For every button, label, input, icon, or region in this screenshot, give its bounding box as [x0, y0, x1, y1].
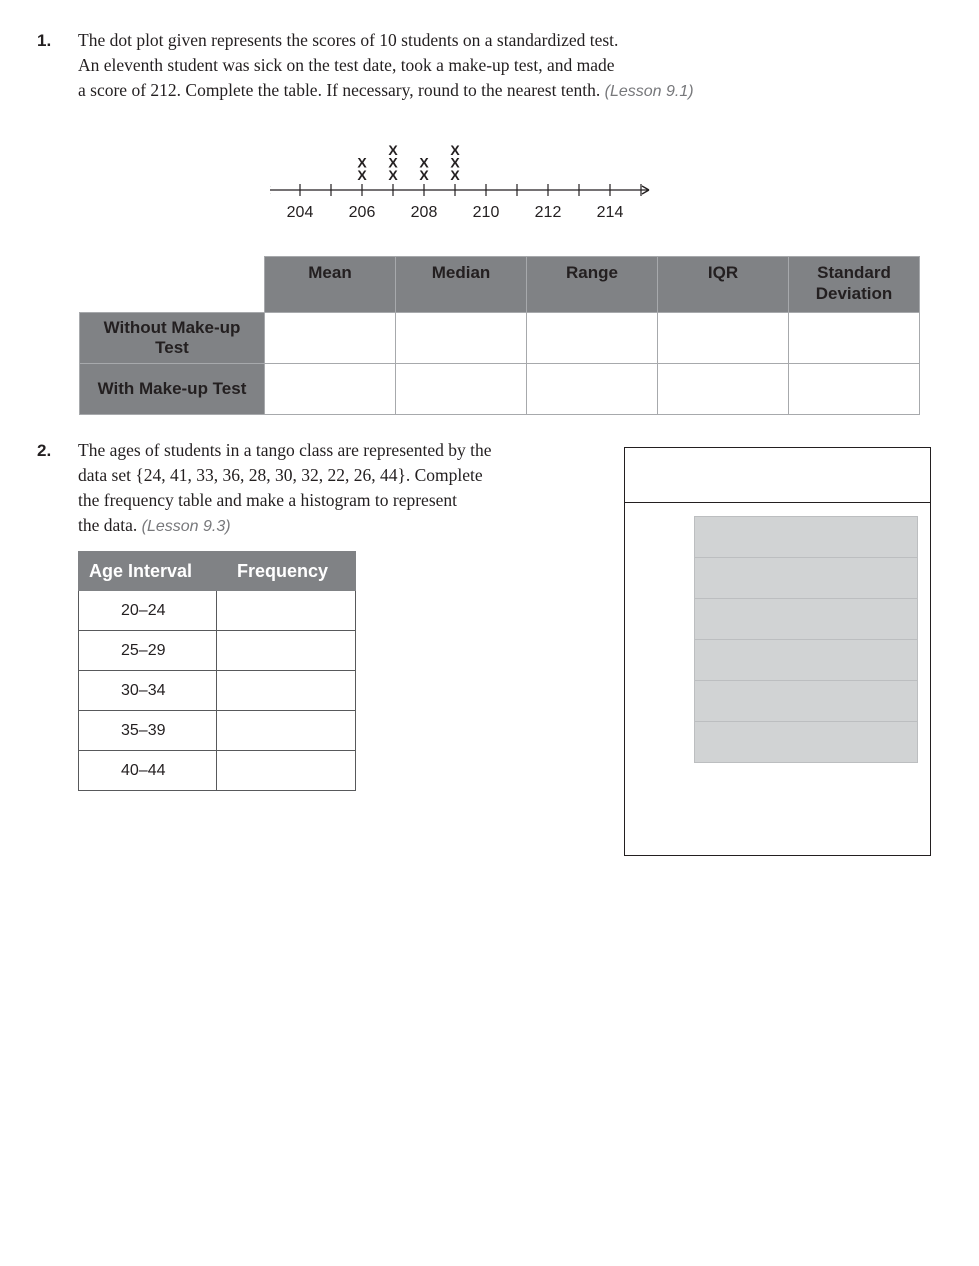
histogram-gridline: [695, 639, 917, 640]
row-header-without-makeup: Without Make-up Test: [80, 313, 265, 364]
age-interval-cell: 35–39: [79, 711, 217, 751]
frequency-table: [78, 551, 356, 791]
frequency-row: [79, 631, 356, 671]
frequency-answer-cell[interactable]: [217, 711, 356, 751]
statistics-row-without: [80, 313, 920, 364]
question-1-line-2: An eleventh student was sick on the test date, took a make-up test, and made: [78, 55, 615, 75]
question-1-line-1: The dot plot given represents the scores of 10 students on a standardized test.: [78, 30, 619, 50]
answer-cell-with-iqr[interactable]: [658, 364, 789, 415]
dot-plot-mark: X: [388, 154, 398, 171]
frequency-row: [79, 671, 356, 711]
column-header-median: Median: [396, 257, 527, 313]
statistics-header-row: [80, 257, 920, 313]
dot-plot-mark: X: [419, 154, 429, 171]
question-2-lesson: (Lesson 9.3): [141, 518, 231, 535]
answer-cell-with-mean[interactable]: [265, 364, 396, 415]
column-header-age-interval: Age Interval: [79, 552, 217, 591]
histogram-gridline: [695, 680, 917, 681]
age-interval-cell: 25–29: [79, 631, 217, 671]
axis-tick-label: 210: [472, 204, 500, 221]
column-header-mean: Mean: [265, 257, 396, 313]
question-1-line-3: [78, 80, 694, 101]
histogram-answer-frame: [624, 447, 931, 856]
frequency-row: [79, 591, 356, 631]
age-interval-cell: 40–44: [79, 751, 217, 791]
frequency-header-row: [79, 552, 356, 591]
answer-cell-with-range[interactable]: [527, 364, 658, 415]
histogram-gridline: [695, 557, 917, 558]
question-2-line-4-text: the data.: [78, 515, 138, 535]
column-header-frequency: Frequency: [217, 552, 356, 591]
question-2-line-2: data set {24, 41, 33, 36, 28, 30, 32, 22, 26, 44}. Complete: [78, 465, 483, 485]
frequency-answer-cell[interactable]: [217, 631, 356, 671]
axis-tick-label: 212: [534, 204, 562, 221]
axis-tick-label: 204: [286, 204, 314, 221]
question-1-line-3-text: a score of 212. Complete the table. If necessary, round to the nearest tenth.: [78, 80, 601, 100]
question-2-number: 2.: [37, 441, 52, 460]
dot-plot: [270, 128, 650, 228]
question-2-line-3: the frequency table and make a histogram to represent: [78, 490, 458, 510]
answer-cell-with-median[interactable]: [396, 364, 527, 415]
dot-plot-mark: X: [388, 167, 398, 183]
statistics-table: [79, 256, 920, 415]
dot-plot-mark: X: [450, 154, 460, 171]
frequency-row: [79, 711, 356, 751]
age-interval-cell: 20–24: [79, 591, 217, 631]
answer-cell-without-range[interactable]: [527, 313, 658, 364]
axis-tick-label: 214: [596, 204, 624, 221]
column-header-iqr: IQR: [658, 257, 789, 313]
dot-plot-mark: X: [357, 154, 367, 171]
statistics-corner-cell: [80, 257, 265, 313]
answer-cell-without-mean[interactable]: [265, 313, 396, 364]
histogram-gridline: [695, 598, 917, 599]
frequency-row: [79, 751, 356, 791]
answer-cell-without-median[interactable]: [396, 313, 527, 364]
column-header-range: Range: [527, 257, 658, 313]
question-2-line-1: The ages of students in a tango class are represented by the: [78, 440, 492, 460]
answer-cell-without-iqr[interactable]: [658, 313, 789, 364]
question-2-line-4: [78, 515, 231, 536]
dot-plot-mark: X: [388, 142, 398, 158]
question-1-lesson: (Lesson 9.1): [604, 83, 694, 100]
answer-cell-without-sd[interactable]: [789, 313, 920, 364]
frequency-answer-cell[interactable]: [217, 591, 356, 631]
histogram-grid[interactable]: [694, 516, 918, 763]
answer-cell-with-sd[interactable]: [789, 364, 920, 415]
statistics-row-with: [80, 364, 920, 415]
column-header-standard-deviation: Standard Deviation: [789, 257, 920, 313]
row-header-with-makeup: With Make-up Test: [80, 364, 265, 415]
frequency-answer-cell[interactable]: [217, 751, 356, 791]
dot-plot-mark: X: [450, 167, 460, 183]
dot-plot-mark: X: [450, 142, 460, 158]
axis-tick-label: 208: [410, 204, 438, 221]
question-1-number: 1.: [37, 31, 52, 50]
histogram-title-box[interactable]: [625, 448, 930, 503]
dot-plot-mark: X: [357, 167, 367, 183]
dot-plot-mark: X: [419, 167, 429, 183]
axis-tick-label: 206: [348, 204, 376, 221]
age-interval-cell: 30–34: [79, 671, 217, 711]
histogram-gridline: [695, 721, 917, 722]
frequency-answer-cell[interactable]: [217, 671, 356, 711]
